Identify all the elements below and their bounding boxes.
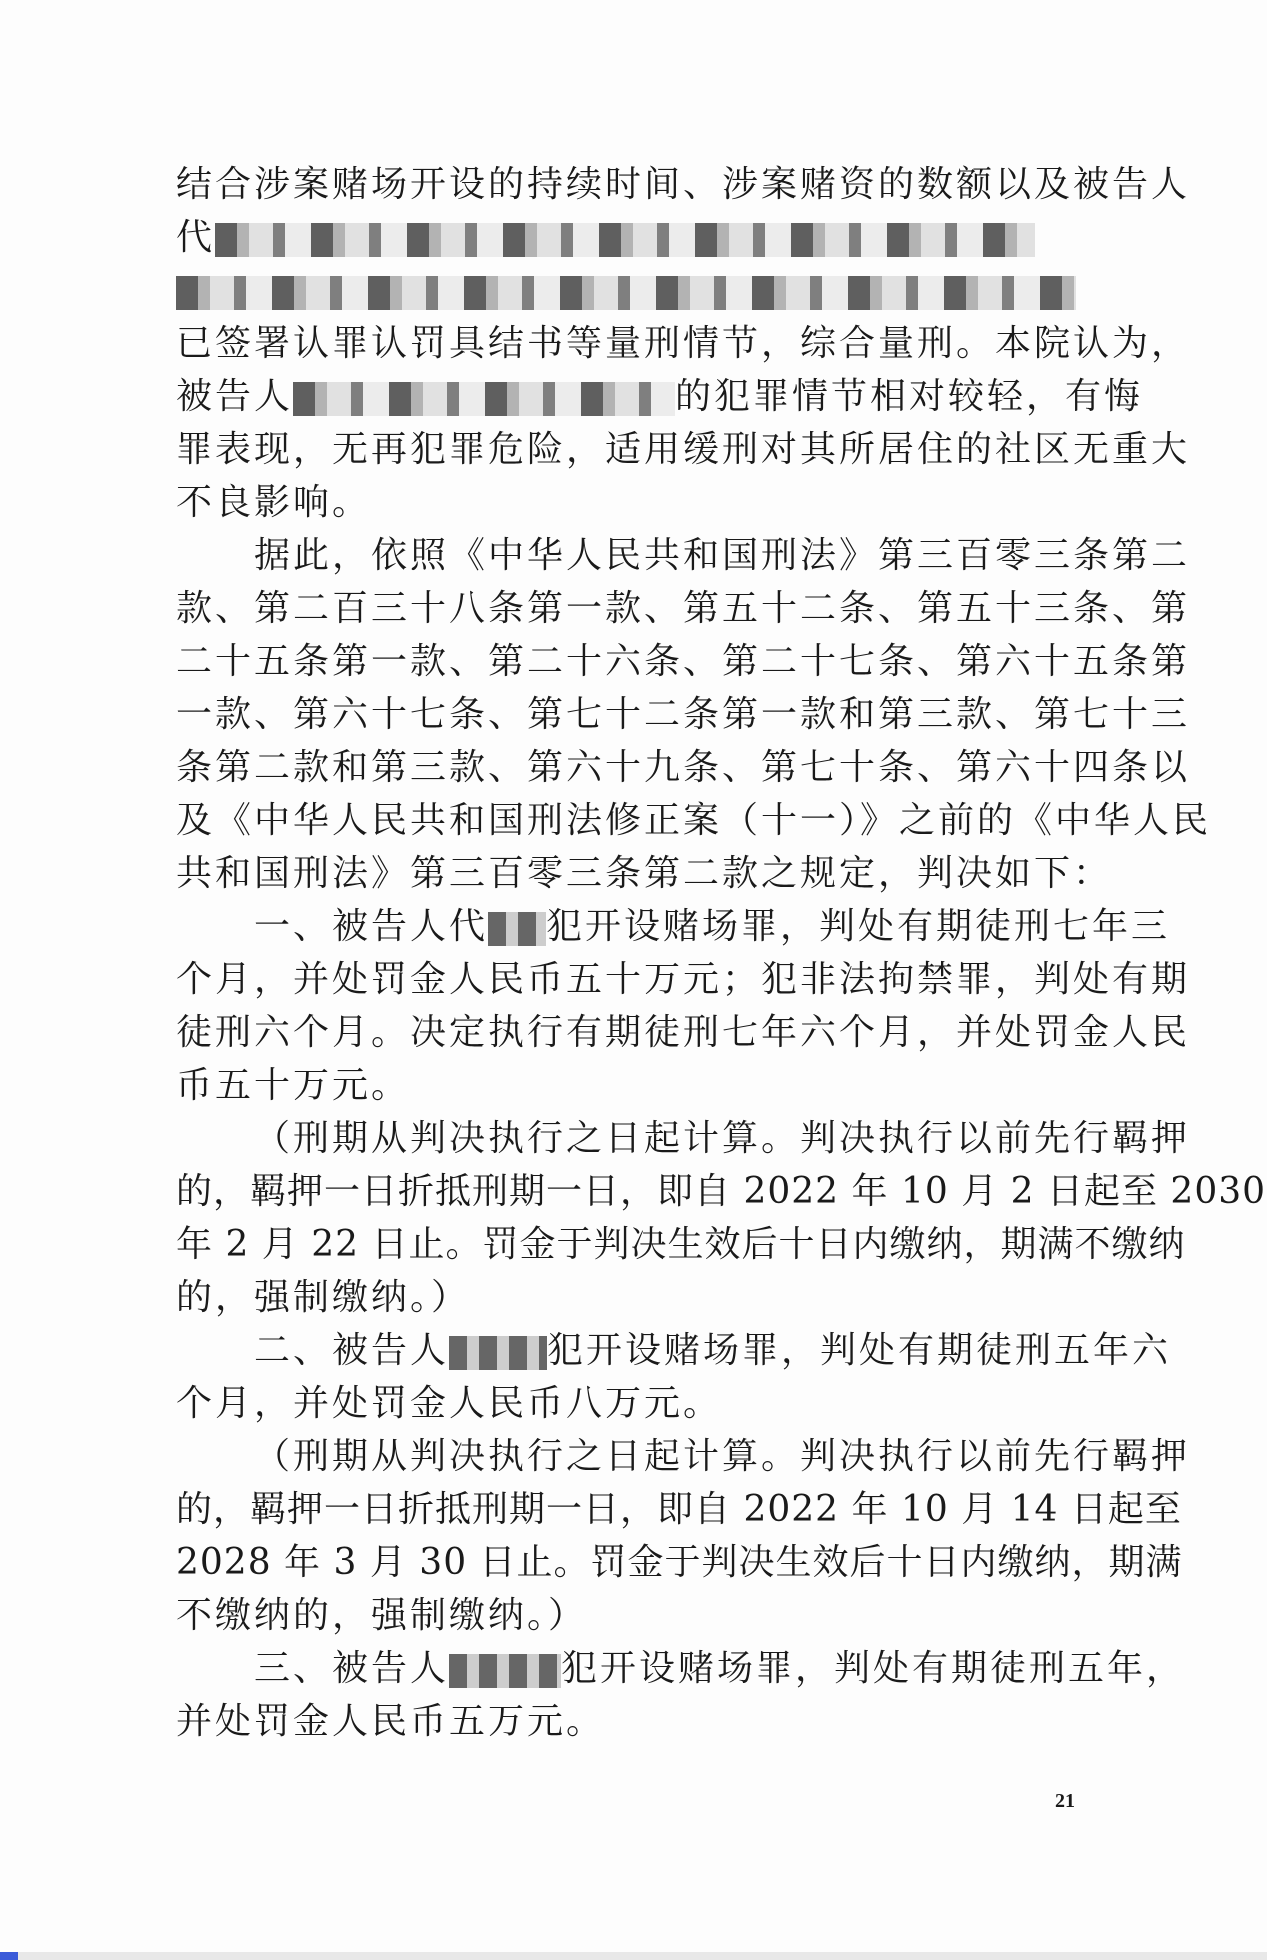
- scan-edge: [0, 1952, 1267, 1960]
- page-number: 21: [1055, 1790, 1075, 1812]
- text-line: 被告人 的犯罪情节相对较轻，有悔: [176, 376, 1144, 417]
- text-line: 结合涉案赌场开设的持续时间、涉案赌资的数额以及被告人: [176, 164, 1191, 205]
- text-line: 个月，并处罚金人民币八万元。: [176, 1383, 723, 1424]
- text-line: 共和国刑法》第三百零三条第二款之规定，判决如下：: [176, 853, 1113, 894]
- text-line: （刑期从判决执行之日起计算。判决执行以前先行羁押: [254, 1436, 1191, 1477]
- text-line: 的，强制缴纳。）: [176, 1277, 471, 1318]
- text-line: 币五十万元。: [176, 1065, 411, 1106]
- text-line: 二、被告人 犯开设赌场罪，判处有期徒刑五年六: [254, 1330, 1172, 1371]
- redaction-block: [449, 1336, 547, 1370]
- text-line: 徒刑六个月。决定执行有期徒刑七年六个月，并处罚金人民: [176, 1012, 1191, 1053]
- text-line: （刑期从判决执行之日起计算。判决执行以前先行羁押: [254, 1118, 1191, 1159]
- text-line: 据此，依照《中华人民共和国刑法》第三百零三条第二: [254, 535, 1191, 576]
- text-line: 及《中华人民共和国刑法修正案（十一）》之前的《中华人民: [176, 800, 1212, 841]
- redaction-block: [176, 276, 1076, 310]
- text-line: 2028 年 3 月 30 日止。罚金于判决生效后十日内缴纳，期满: [176, 1542, 1183, 1583]
- text-line: 个月，并处罚金人民币五十万元；犯非法拘禁罪，判处有期: [176, 959, 1191, 1000]
- text-line: 一款、第六十七条、第七十二条第一款和第三款、第七十三: [176, 694, 1191, 735]
- text-line: 代: [176, 211, 1086, 264]
- redaction-block: [488, 912, 546, 946]
- text-line: [176, 264, 1086, 317]
- text-line: 已签署认罪认罚具结书等量刑情节，综合量刑。本院认为，: [176, 323, 1191, 364]
- text-line: 年 2 月 22 日止。罚金于判决生效后十日内缴纳，期满不缴纳: [176, 1224, 1186, 1265]
- text-line: 一、被告人代 犯开设赌场罪，判处有期徒刑七年三: [254, 906, 1171, 947]
- text-line: 条第二款和第三款、第六十九条、第七十条、第六十四条以: [176, 747, 1191, 788]
- text-line: 款、第二百三十八条第一款、第五十二条、第五十三条、第: [176, 588, 1191, 629]
- text-line: 三、被告人 犯开设赌场罪，判处有期徒刑五年，: [254, 1648, 1186, 1689]
- text-line: 不良影响。: [176, 482, 372, 523]
- text-line: 罪表现，无再犯罪危险，适用缓刑对其所居住的社区无重大: [176, 429, 1191, 470]
- text-line: 的，羁押一日折抵刑期一日，即自 2022 年 10 月 14 日起至: [176, 1489, 1182, 1530]
- text-line: 不缴纳的，强制缴纳。）: [176, 1595, 588, 1636]
- document-body: [176, 158, 1267, 1748]
- redaction-block: [215, 223, 1035, 257]
- text-line: 二十五条第一款、第二十六条、第二十七条、第六十五条第: [176, 641, 1191, 682]
- text-line: 的，羁押一日折抵刑期一日，即自 2022 年 10 月 2 日起至 2030: [176, 1171, 1267, 1212]
- redaction-block: [293, 382, 675, 416]
- redaction-block: [449, 1654, 561, 1688]
- text-line: 并处罚金人民币五万元。: [176, 1701, 606, 1742]
